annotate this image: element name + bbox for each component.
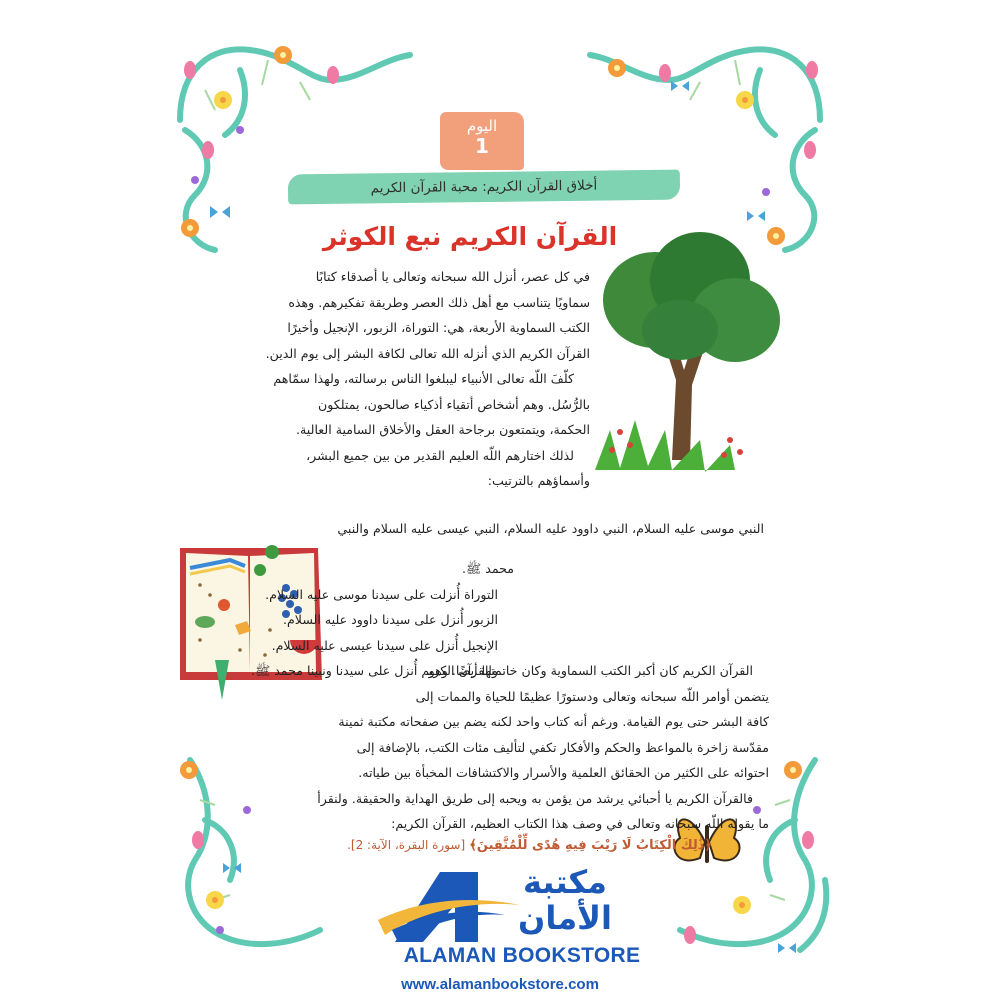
text-line: القرآن الكريم كان أكبر الكتب السماوية وكان خاتمتها أيضًا. وهو — [428, 663, 753, 678]
text-line: لذلك اختارهم اللّه العليم القدير من بين جميع البشر، — [306, 447, 574, 463]
text-line: احتوائه على الكثير من الحقائق العلمية والأسرار والاكتشافات المخبأة بين طياته. — [358, 765, 769, 780]
list-item: الإنجيل أُنزل على سيدنا عيسى عليه السلام. — [271, 637, 498, 653]
text-line: وأسماؤهم بالترتيب: — [487, 473, 590, 488]
verse-reference: [سورة البقرة، الآية: 2]. — [347, 838, 466, 852]
text-line: ما يقوله اللّه سبحانه وتعالى في وصف هذا الكتاب العظيم، القرآن الكريم: — [391, 816, 769, 831]
text-line: فالقرآن الكريم يا أحبائي يرشد من يؤمن به ويحبه إلى طريق الهداية والحقيقة. ولنقرأ — [317, 790, 753, 806]
tree-illustration — [595, 232, 780, 472]
prophets-paragraph — [244, 516, 764, 542]
text-line: سماويًا يتناسب مع أهل ذلك العصر وطريقة تفكيرهم. وهذه — [288, 294, 590, 310]
lesson-title: القرآن الكريم نبع الكوثر — [322, 222, 618, 251]
text-line: الحكمة، ويتمتعون برجاحة العقل والأخلاق السامية العالية. — [296, 422, 590, 437]
verse-text: ﴿ذَٰلِكَ الْكِتَابُ لَا رَيْبَ فِيهِ هُدًى لِّلْمُتَّقِينَ﴾ — [469, 838, 712, 853]
text-line: يتضمن أوامر اللّه سبحانه وتعالى ودستورًا عظيمًا للحياة والممات إلى — [415, 688, 769, 704]
quran-verse — [244, 838, 712, 853]
list-item: التوراة أُنزلت على سيدنا موسى عليه السلام. — [265, 586, 498, 602]
list-item: والقرآن الكريم أُنزل على سيدنا ونبينا محمد ﷺ. — [250, 663, 498, 678]
logo-arabic-line1: مكتبة — [523, 863, 607, 901]
logo-arabic-line2: الأمان — [518, 899, 612, 937]
quran-paragraph — [244, 658, 769, 837]
logo-english: ALAMAN BOOKSTORE — [403, 944, 641, 967]
text-line: كلّفَ اللّه تعالى الأنبياء ليبلغوا الناس برسالته، ولهذا سمّاهم — [273, 371, 574, 386]
text-line: الكتب السماوية الأربعة، هي: التوراة، الزبور، الإنجيل وأخيرًا — [287, 320, 590, 335]
text-line: في كل عصر، أنزل الله سبحانه وتعالى يا أصدقاء كتابًا — [315, 269, 590, 284]
text-line: بالرُّسُل. وهم أشخاص أتقياء أذكياء صالحون، يمتلكون — [318, 396, 590, 412]
intro-paragraph — [244, 264, 590, 494]
day-label: اليوم — [466, 117, 498, 135]
website-link[interactable]: www.alamanbookstore.com — [401, 976, 599, 993]
text-line: النبي موسى عليه السلام، النبي داوود عليه السلام، النبي عيسى عليه السلام والنبي — [337, 521, 764, 536]
logo-arabic — [485, 864, 645, 936]
day-badge — [440, 112, 524, 170]
text-line: مقدّسة زاخرة بالمواعظ والحكم والأفكار تكفي لتأليف مئات الكتب، بالإضافة إلى — [356, 739, 769, 755]
day-number: 1 — [475, 134, 489, 158]
list-item: الزبور أُنزل على سيدنا داوود عليه السلام. — [283, 612, 498, 627]
text-line: محمد ﷺ. — [462, 561, 514, 576]
text-line: كافة البشر حتى يوم القيامة. ورغم أنه كتاب واحد لكنه يضم بين صفحاته مكتبة ثمينة — [338, 714, 769, 729]
subject-banner: أخلاق القرآن الكريم: محبة القرآن الكريم — [288, 170, 680, 205]
text-line: القرآن الكريم الذي أنزله الله تعالى لكافة البشر إلى يوم الدين. — [265, 345, 590, 361]
